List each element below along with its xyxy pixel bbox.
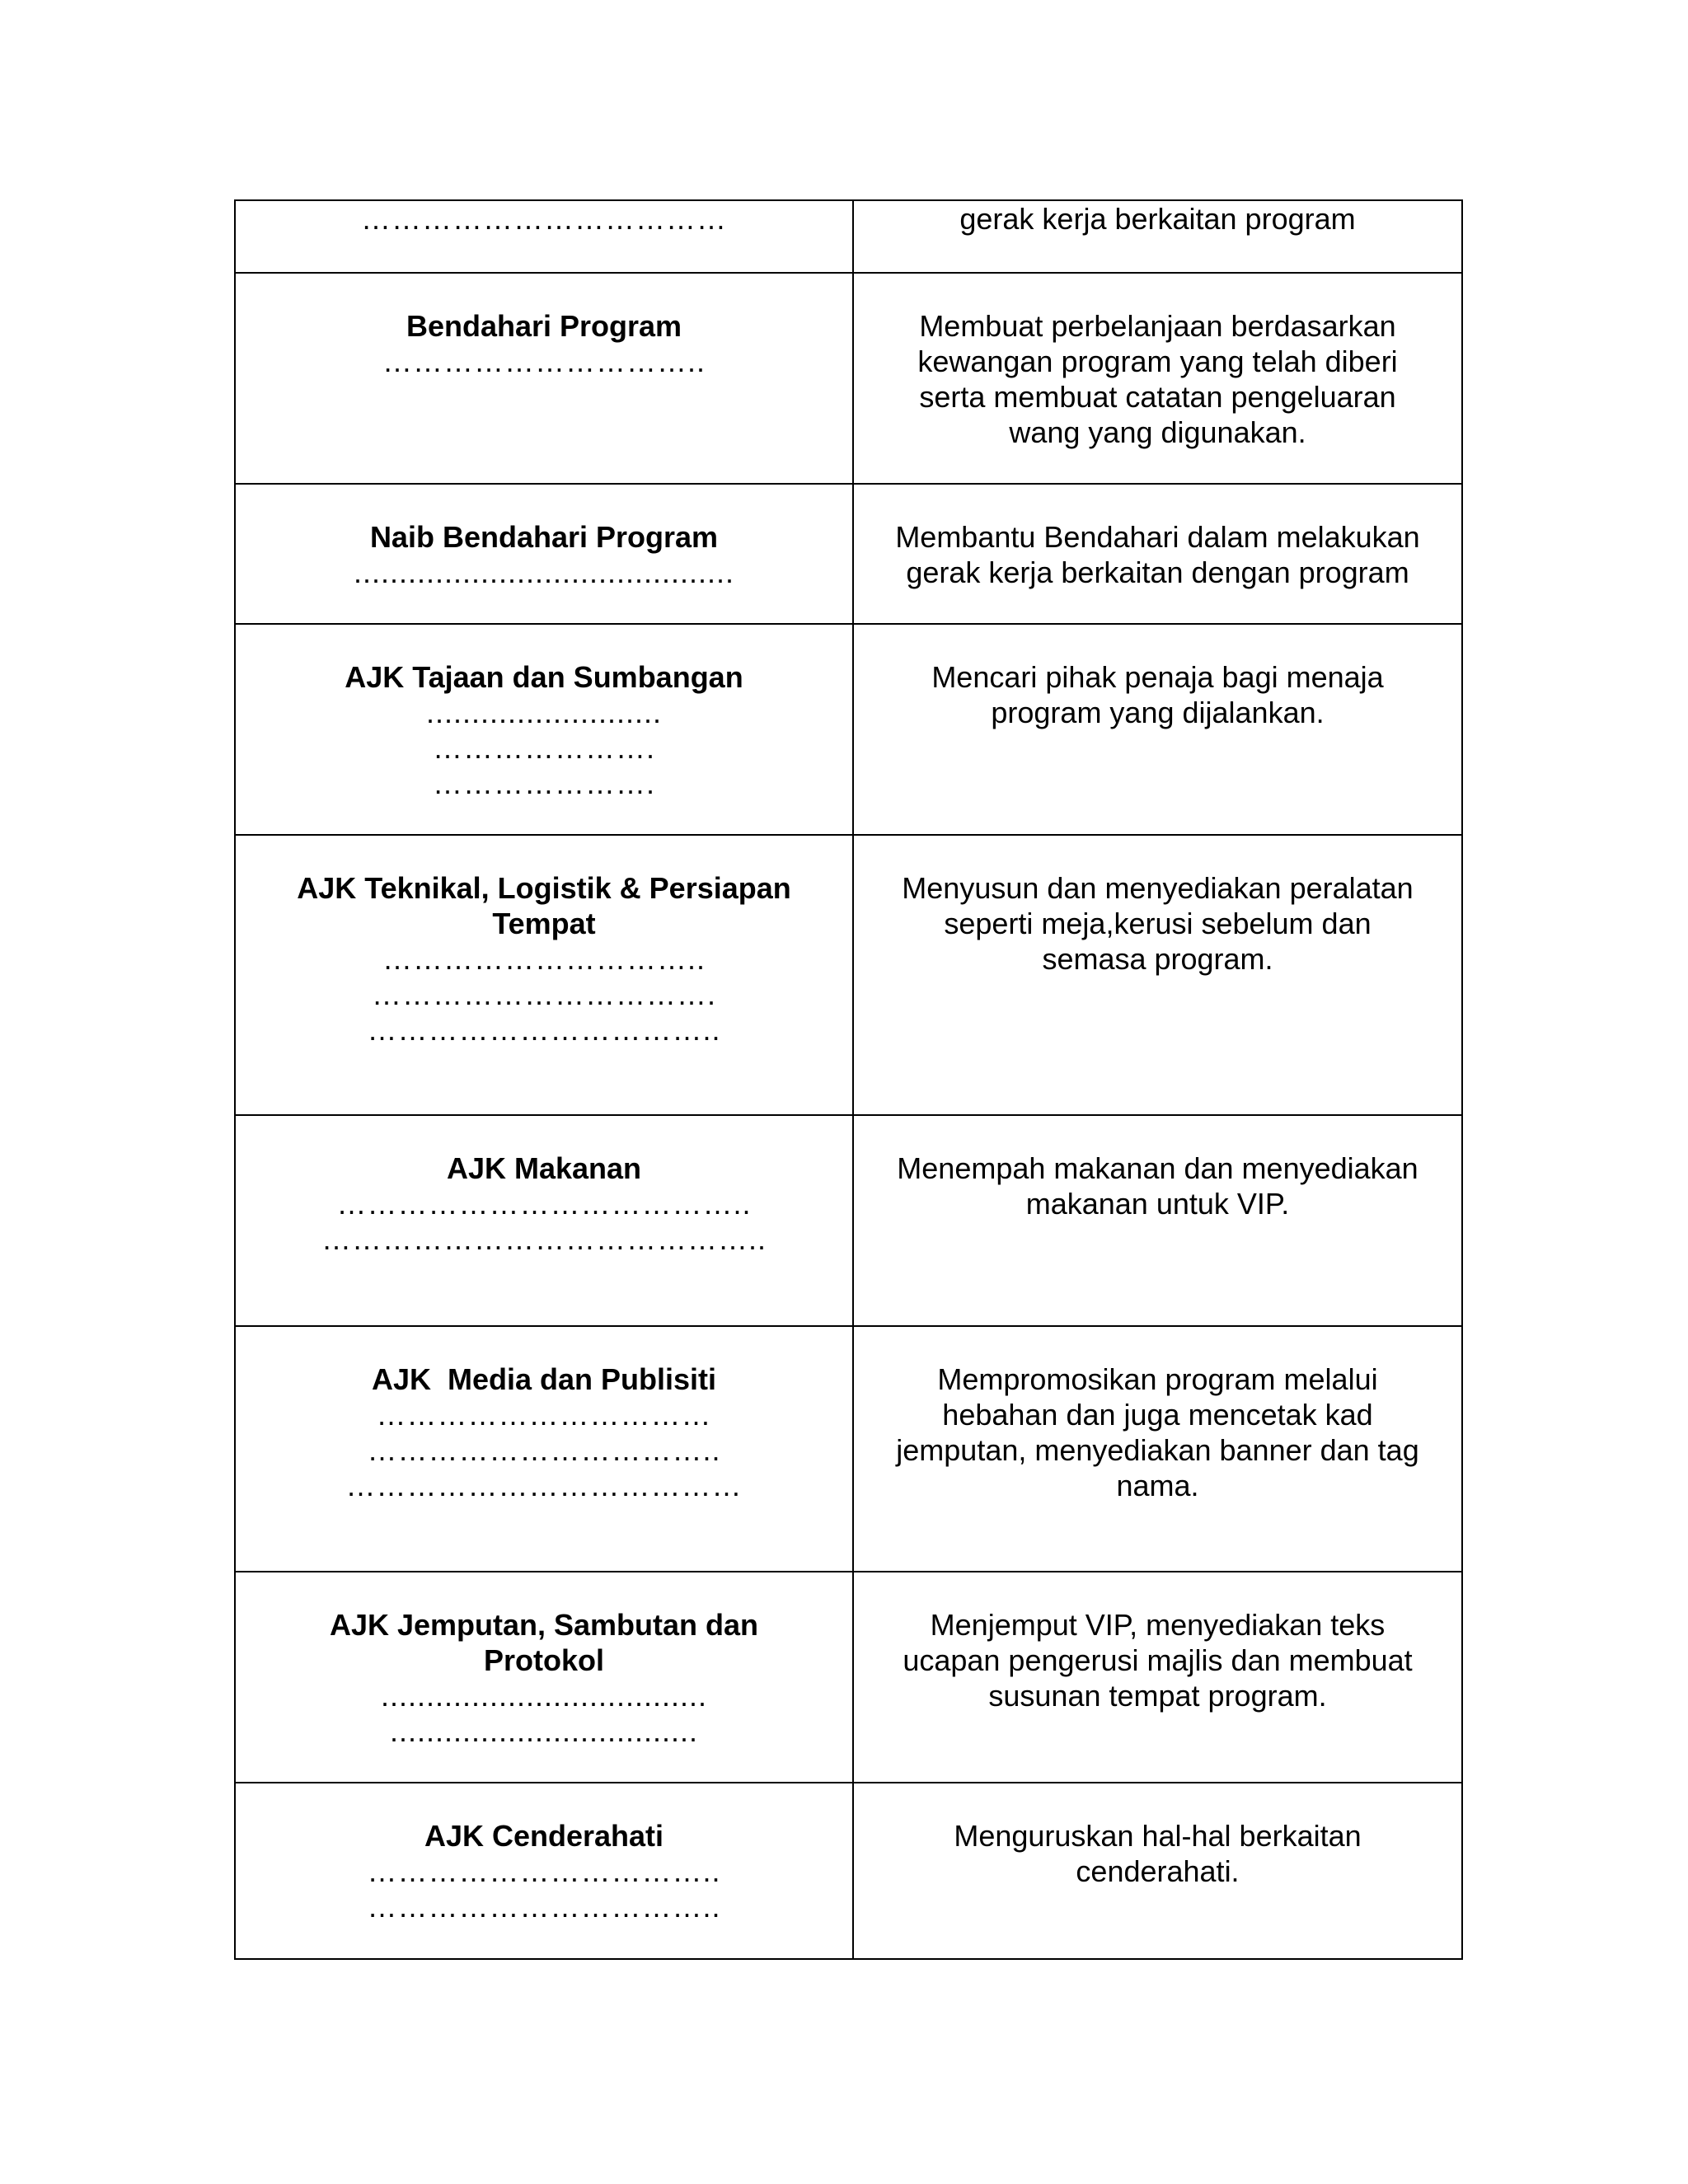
role-title: AJK Teknikal, Logistik & Persiapan Tempat: [297, 871, 791, 940]
table-row: [235, 1783, 1462, 1959]
role-cell: [235, 624, 853, 835]
role-title: AJK Tajaan dan Sumbangan: [345, 660, 743, 694]
name-placeholder-dots: ..........................: [425, 696, 663, 729]
task-description: Mencari pihak penaja bagi menaja program yang dijalankan.: [931, 660, 1384, 729]
table-row: [235, 1572, 1462, 1783]
role-title: AJK Cenderahati: [424, 1819, 664, 1853]
role-title: Bendahari Program: [406, 309, 682, 343]
task-description: Membantu Bendahari dalam melakukan gerak kerja berkaitan dengan program: [895, 520, 1420, 589]
task-description: gerak kerja berkaitan program: [959, 202, 1356, 236]
name-placeholder-dots: ………………….: [432, 766, 655, 800]
table-row: [235, 273, 1462, 484]
name-placeholder-dots: ……………………………..: [367, 1854, 721, 1888]
role-title: AJK Media dan Publisiti: [371, 1362, 717, 1396]
role-title: Naib Bendahari Program: [369, 520, 719, 554]
table-row: [235, 1326, 1462, 1572]
name-placeholder-dots: ....................................: [380, 1679, 708, 1713]
task-description: Menjemput VIP, menyediakan teks ucapan pengerusi majlis dan membuat susunan tempat program.: [903, 1608, 1413, 1713]
role-cell: [235, 200, 853, 273]
task-cell: [853, 200, 1462, 273]
table-row: [235, 835, 1462, 1115]
name-placeholder-dots: ……………………………: [376, 1398, 712, 1432]
task-description: Membuat perbelanjaan berdasarkan kewangan program yang telah diberi serta membuat catatan pengeluaran wang yang digunakan.: [917, 309, 1398, 449]
name-placeholder-dots: ……………………………..: [367, 1013, 721, 1047]
name-placeholder-dots: ………………………………: [361, 202, 727, 236]
name-placeholder-dots: ………………….: [432, 731, 655, 765]
name-placeholder-dots: …………………………..: [382, 942, 706, 976]
role-cell: [235, 484, 853, 624]
role-cell: [235, 1115, 853, 1326]
name-placeholder-dots: …………………………………..: [336, 1187, 752, 1221]
task-cell: [853, 1783, 1462, 1959]
table-row: [235, 624, 1462, 835]
task-cell: [853, 624, 1462, 835]
name-placeholder-dots: …………………………..: [382, 344, 706, 378]
name-placeholder-dots: ……………………………..: [367, 1890, 721, 1924]
role-cell: [235, 835, 853, 1115]
task-cell: [853, 1572, 1462, 1783]
task-cell: [853, 484, 1462, 624]
table-row: [235, 1115, 1462, 1326]
table-row: [235, 200, 1462, 273]
task-description: Menguruskan hal-hal berkaitan cenderahati.: [954, 1819, 1362, 1888]
committee-table: [234, 199, 1463, 1960]
name-placeholder-dots: ……………………………………..: [321, 1222, 767, 1256]
name-placeholder-dots: …………………………….: [371, 977, 716, 1011]
role-cell: [235, 273, 853, 484]
table-row: [235, 484, 1462, 624]
role-title: AJK Makanan: [446, 1151, 642, 1185]
name-placeholder-dots: ..................................: [389, 1714, 699, 1748]
task-cell: [853, 1115, 1462, 1326]
role-cell: [235, 1783, 853, 1959]
task-description: Menempah makanan dan menyediakan makanan untuk VIP.: [897, 1151, 1418, 1221]
task-description: Mempromosikan program melalui hebahan dan juga mencetak kad jemputan, menyediakan banner dan tag nama.: [896, 1362, 1419, 1502]
task-cell: [853, 273, 1462, 484]
task-cell: [853, 1326, 1462, 1572]
role-cell: [235, 1572, 853, 1783]
name-placeholder-dots: ……………………………..: [367, 1433, 721, 1467]
role-cell: [235, 1326, 853, 1572]
name-placeholder-dots: …………………………………: [345, 1469, 743, 1502]
name-placeholder-dots: ..........................................: [353, 555, 735, 589]
task-cell: [853, 835, 1462, 1115]
task-description: Menyusun dan menyediakan peralatan seperti meja,kerusi sebelum dan semasa program.: [902, 871, 1414, 976]
role-title: AJK Jemputan, Sambutan dan Protokol: [329, 1608, 759, 1677]
